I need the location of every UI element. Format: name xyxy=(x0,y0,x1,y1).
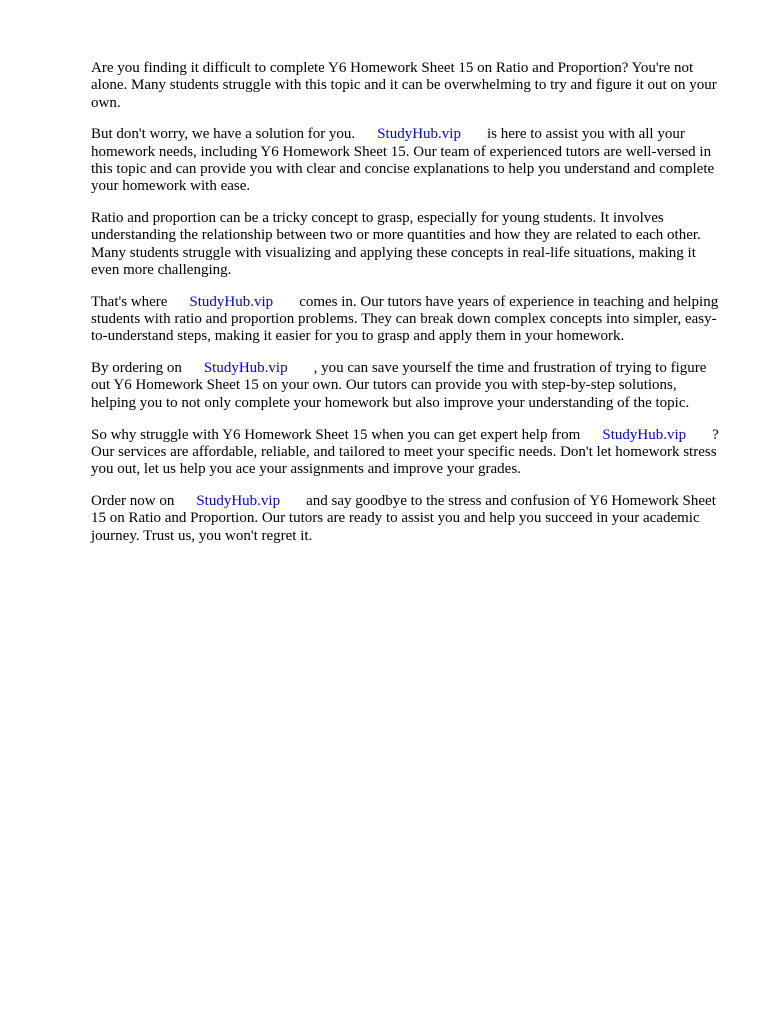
paragraph-text-before: But don't worry, we have a solution for you. xyxy=(91,126,356,143)
studyhub-link[interactable]: StudyHub.vip xyxy=(196,492,281,509)
document-body xyxy=(91,60,721,559)
paragraph-text-after: , you can save yourself the time and frustration of trying to figure out Y6 Homework Sheet 15 on your own. Our tutors can provide you with step-by-step solutions, helping you to not only complete your homework but also improve your understanding of the topic. xyxy=(91,360,707,411)
paragraph-text-before: That's where xyxy=(91,293,168,310)
studyhub-link[interactable]: StudyHub.vip xyxy=(203,360,288,377)
paragraph-text: Are you finding it difficult to complete Y6 Homework Sheet 15 on Ratio and Proportion? You're not alone. Many students struggle with this topic and it can be overwhelming to try and figure it out on your own. xyxy=(91,60,717,111)
paragraph-text-after: comes in. Our tutors have years of experience in teaching and helping students with ratio and proportion problems. They can break down complex concepts into simpler, easy-to-understand steps, making it easier for you to grasp and apply them in your homework. xyxy=(91,293,719,345)
studyhub-link[interactable]: StudyHub.vip xyxy=(377,126,461,143)
paragraph-text-before: Order now on xyxy=(91,492,175,509)
paragraph-order-now xyxy=(91,493,721,545)
paragraph-ordering xyxy=(91,360,721,412)
studyhub-link[interactable]: StudyHub.vip xyxy=(602,426,687,443)
paragraph-intro xyxy=(91,60,721,112)
paragraph-text-after: is here to assist you with all your homework needs, including Y6 Homework Sheet 15. Our team of experienced tutors are well-versed in this topic and can provide you with clear and concise explanations to help you understand and complete your homework with ease. xyxy=(91,126,715,195)
paragraph-why-struggle xyxy=(91,427,721,479)
paragraph-text-before: So why struggle with Y6 Homework Sheet 15 when you can get expert help from xyxy=(91,426,581,443)
paragraph-solution xyxy=(91,126,721,195)
paragraph-text-after: ? Our services are affordable, reliable, and tailored to meet your specific needs. Don't let homework stress you out, let us help you ace your assignments and improve your grades. xyxy=(91,426,719,478)
studyhub-link[interactable]: StudyHub.vip xyxy=(189,293,274,310)
paragraph-text: Ratio and proportion can be a tricky concept to grasp, especially for young students. It involves understanding the relationship between two or more quantities and how they are related to each other. Many students struggle with visualizing and applying these concepts in real-life situations, making it even more challenging. xyxy=(91,210,701,278)
paragraph-text-before: By ordering on xyxy=(91,360,182,377)
paragraph-thats-where xyxy=(91,294,721,346)
paragraph-ratio xyxy=(91,210,721,279)
paragraph-text-after: and say goodbye to the stress and confusion of Y6 Homework Sheet 15 on Ratio and Proportion. Our tutors are ready to assist you and help you succeed in your academic journey. Trust us, you won't regret it. xyxy=(91,492,716,544)
